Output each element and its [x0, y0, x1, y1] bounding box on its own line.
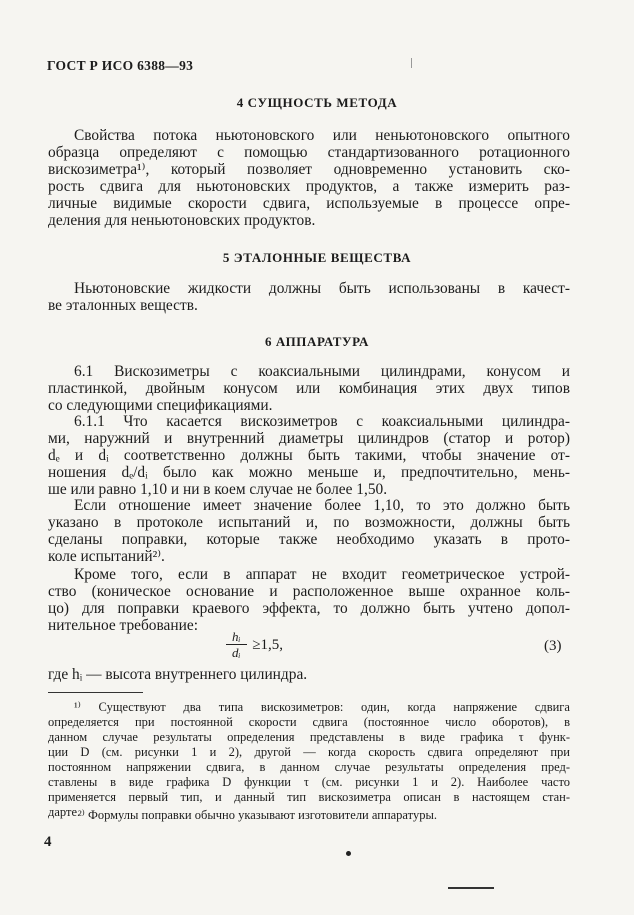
section-4-title: 4 СУЩНОСТЬ МЕТОДА — [236, 95, 398, 110]
text-line: указано в протоколе испытаний и, по возможности, должны быть — [48, 514, 570, 531]
text-line: рость сдвига для ньютоновских продуктов, а также измерить раз- — [48, 178, 570, 195]
footnote-line: ции D (см. рисунки 1 и 2), другой — когда скорость сдвига определяют при — [48, 745, 570, 759]
equation-numerator: hᵢ — [226, 630, 247, 645]
text-line: Если отношение имеет значение более 1,10, то это должно быть — [74, 497, 570, 514]
page-number: 4 — [44, 834, 52, 850]
section-6-title: 6 АППАРАТУРА — [264, 334, 370, 349]
equation-number: (3) — [544, 638, 562, 654]
document-header: ГОСТ Р ИСО 6388—93 — [47, 58, 194, 73]
footnote-line: ¹⁾ Существуют два типа вискозиметров: один, когда напряжение сдвига — [74, 700, 570, 714]
text-line: нительное требование: — [48, 617, 198, 634]
text-line: вискозиметра¹⁾, который позволяет одновременно установить ско- — [48, 161, 570, 178]
footnote-2: ²⁾ Формулы поправки обычно указывают изготовители аппаратуры. — [78, 808, 437, 822]
scan-mark — [411, 58, 412, 68]
footnote-line: данном случае результаты определения представлены в виде графика τ функ- — [48, 730, 570, 744]
text-line: ше или равно 1,10 и ни в коем случае не более 1,50. — [48, 481, 388, 498]
text-line: личные видимые скорости сдвига, используемые в процессе опре- — [48, 195, 570, 212]
footnote-line: дарте. — [48, 805, 81, 819]
footnote-line: определяется при постоянной скорости сдвига (постоянное число оборотов), в — [48, 715, 570, 729]
text-line: 6.1.1 Что касается вискозиметров с коаксиальными цилиндра- — [74, 413, 570, 430]
equation-fraction — [226, 630, 247, 660]
footnote-line: ставлены в виде графика D функции τ (см. рисунки 1 и 2). Наиболее часто — [48, 775, 570, 789]
scan-mark-dash — [448, 887, 494, 889]
text-line: сделаны поправки, которые также необходимо указать в прото- — [48, 531, 570, 548]
footnote-line: постоянном напряжении сдвига, в данном случае результаты определения пред- — [48, 760, 570, 774]
equation-inequality: ≥1,5, — [252, 636, 284, 653]
text-line: где hᵢ — высота внутреннего цилиндра. — [48, 666, 308, 683]
text-line: ве эталонных веществ. — [48, 297, 198, 314]
text-line: со следующими спецификациями. — [48, 397, 273, 414]
text-line: деления для неньютоновских продуктов. — [48, 212, 316, 229]
footnote-line: применяется первый тип, и данный тип вискозиметра описан в настоящем стан- — [48, 790, 570, 804]
equation-3 — [226, 630, 283, 660]
text-line: ство (коническое основание и расположенное выше охранное коль- — [48, 583, 570, 600]
text-line: цо) для поправки краевого эффекта, то должно быть учтено допол- — [48, 600, 570, 617]
scan-mark-dot — [346, 851, 351, 856]
text-line: Кроме того, если в аппарат не входит геометрическое устрой- — [74, 566, 570, 583]
text-line: коле испытаний²⁾. — [48, 548, 165, 565]
text-line: dₑ и dᵢ соответственно должны быть такими, чтобы значение от- — [48, 447, 570, 464]
text-line: ношения dₑ/dᵢ было как можно меньше и, предпочтительно, мень- — [48, 464, 570, 481]
text-line: 6.1 Вискозиметры с коаксиальными цилиндрами, конусом и — [74, 363, 570, 380]
text-line: ми, наружний и внутренний диаметры цилиндров (статор и ротор) — [48, 430, 570, 447]
text-line: Ньютоновские жидкости должны быть использованы в качест- — [74, 280, 570, 297]
equation-denominator: dᵢ — [232, 645, 241, 660]
section-5-title: 5 ЭТАЛОННЫЕ ВЕЩЕСТВА — [222, 250, 412, 265]
text-line: образца определяют с помощью стандартизованного ротационного — [48, 144, 570, 161]
text-line: пластинкой, двойным конусом или комбинация этих двух типов — [48, 380, 570, 397]
text-line: Свойства потока ньютоновского или неньютоновского опытного — [74, 127, 570, 144]
footnote-divider — [48, 692, 143, 693]
